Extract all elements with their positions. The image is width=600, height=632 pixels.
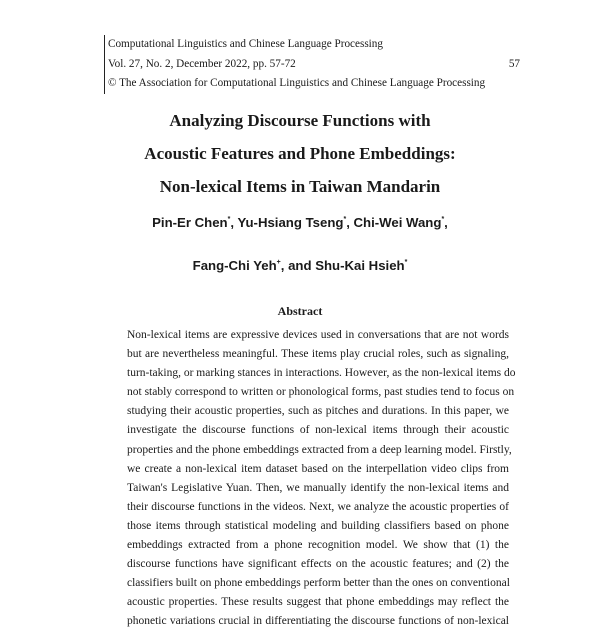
author-name: Shu-Kai Hsieh — [315, 258, 405, 273]
authors-line-1 — [0, 215, 600, 230]
author-affiliation-mark: * — [441, 216, 445, 223]
author-name: Yu-Hsiang Tseng — [237, 215, 344, 230]
volume-line — [108, 55, 520, 75]
abstract-line: discourse functions have significant effects on the acoustic features; and (2) the — [127, 558, 509, 571]
abstract-line: Non-lexical items are expressive devices used in conversations that are not words — [127, 329, 509, 341]
author-affiliation-mark: + — [276, 259, 281, 266]
journal-name: Computational Linguistics and Chinese Language Processing — [108, 38, 383, 50]
title-line-1: Analyzing Discourse Functions with — [169, 111, 431, 130]
abstract-line: we create a non-lexical item dataset based on the interpellation video clips from — [127, 462, 509, 475]
abstract-body — [127, 326, 516, 632]
copyright-line — [108, 74, 520, 94]
title-line-2: Acoustic Features and Phone Embeddings: — [144, 144, 456, 163]
volume-info: Vol. 27, No. 2, December 2022, pp. 57-72 — [108, 57, 296, 70]
abstract-line: phonetic variations crucial in differentiating the discourse functions of non-lexical — [127, 615, 509, 628]
author-separator: , — [230, 215, 238, 230]
author-name: Pin-Er Chen — [152, 215, 228, 230]
journal-name-line — [108, 35, 520, 55]
paper-title — [0, 104, 600, 203]
author-name: Chi-Wei Wang — [353, 215, 442, 230]
abstract-line: those items through statistical modeling and building classifiers based on phone — [127, 519, 509, 532]
author-separator: , and — [280, 258, 316, 273]
abstract-line: acoustic properties. These results suggest that phone embeddings may reflect the — [127, 596, 509, 609]
abstract-line: not stably correspond to written or phonological forms, past studies tend to focus on — [127, 386, 515, 399]
abstract-line: classifiers built on phone embeddings perform better than the ones on conventional — [127, 577, 510, 590]
abstract-line: studying their acoustic properties, such as pitches and durations. In this paper, we — [127, 405, 509, 418]
copyright-notice: © The Association for Computational Linguistics and Chinese Language Processing — [108, 77, 486, 89]
abstract-line: turn-taking, or marking stances in interactions. However, as the non-lexical items do — [127, 367, 516, 380]
title-line-3: Non-lexical Items in Taiwan Mandarin — [159, 177, 441, 196]
abstract-line: Taiwan's Legislative Yuan. Then, we manually identify the non-lexical items and — [127, 481, 509, 494]
author-affiliation-mark: * — [404, 259, 408, 266]
author-affiliation-mark: * — [227, 216, 231, 223]
author-affiliation-mark: * — [343, 216, 347, 223]
page-number: 57 — [508, 57, 520, 70]
author-separator: , — [346, 215, 354, 230]
abstract-line: their discourse functions in the videos. Next, we analyze the acoustic properties of — [127, 500, 509, 513]
abstract-line: investigate the discourse functions of non-lexical items through their acoustic — [127, 424, 509, 437]
author-separator: , — [444, 215, 448, 230]
author-name: Fang-Chi Yeh — [192, 258, 277, 273]
abstract-line: embeddings extracted from a phone recognition model. We show that (1) the — [127, 539, 509, 552]
abstract-line: but are nevertheless meaningful. These items play crucial roles, such as signaling, — [127, 348, 509, 361]
abstract-heading: Abstract — [277, 304, 323, 318]
authors-line-2 — [0, 258, 600, 273]
journal-header — [104, 35, 520, 94]
abstract-line: properties and the phone embeddings extracted from a deep learning model. Firstly, — [127, 443, 512, 456]
